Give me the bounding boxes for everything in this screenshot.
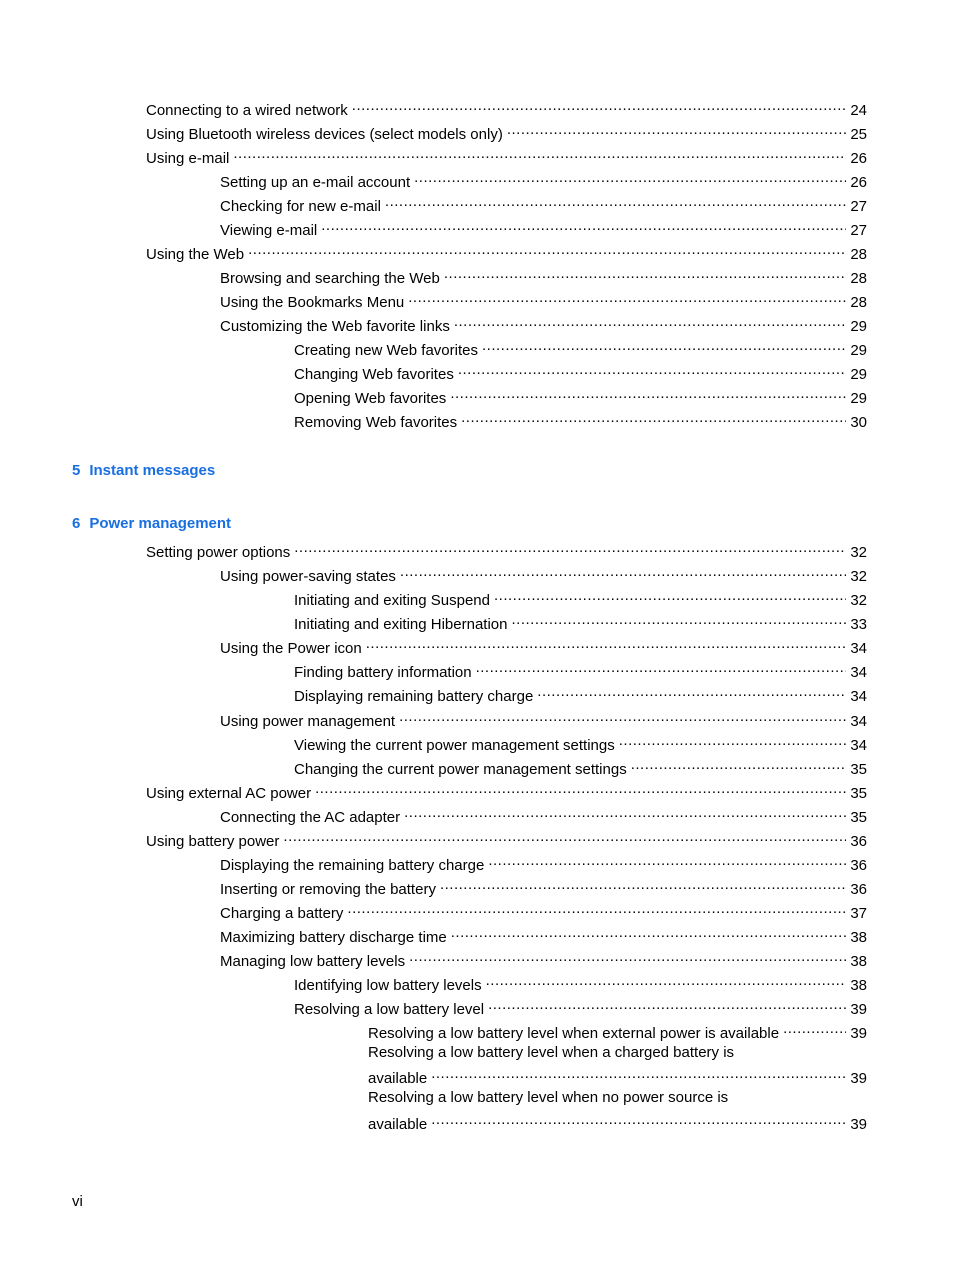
toc-page-number: 39 xyxy=(846,1025,867,1043)
toc-entry-charging-battery[interactable] xyxy=(220,900,867,922)
toc-leader xyxy=(458,361,846,379)
toc-page-number: 37 xyxy=(846,905,867,923)
toc-entry-label: Changing the current power management settings xyxy=(294,761,631,779)
toc-leader xyxy=(482,337,846,355)
toc-leader xyxy=(352,97,847,115)
toc-entry-battery-info[interactable] xyxy=(294,659,867,681)
toc-leader xyxy=(450,385,846,403)
toc-page-number: 32 xyxy=(846,592,867,610)
toc-page-number: 33 xyxy=(846,616,867,634)
toc-page-number: 32 xyxy=(846,544,867,562)
toc-leader xyxy=(537,683,846,701)
toc-entry-label: Changing Web favorites xyxy=(294,366,458,384)
toc-entry-resolve-low-battery[interactable] xyxy=(294,996,867,1018)
toc-page-number: 28 xyxy=(846,270,867,288)
toc-entry-power-icon[interactable] xyxy=(220,635,867,657)
toc-page-number: 27 xyxy=(846,198,867,216)
toc-leader xyxy=(488,996,846,1014)
toc-entry-create-favorites[interactable] xyxy=(294,337,867,359)
toc-page-number: 38 xyxy=(846,953,867,971)
chapter-heading-power-management[interactable] xyxy=(72,515,231,533)
toc-page-number: 39 xyxy=(846,1001,867,1019)
footer-page-number: vi xyxy=(72,1193,83,1210)
toc-leader xyxy=(440,876,846,894)
toc-entry-insert-remove-battery[interactable] xyxy=(220,876,867,898)
toc-entry-using-email[interactable] xyxy=(146,145,867,167)
toc-entry-remaining-charge[interactable] xyxy=(294,683,867,705)
toc-entry-label: Connecting to a wired network xyxy=(146,102,352,120)
toc-page-number: 34 xyxy=(846,713,867,731)
toc-page-number: 35 xyxy=(846,761,867,779)
toc-page-number: 34 xyxy=(846,664,867,682)
toc-entry-setup-email[interactable] xyxy=(220,169,867,191)
toc-entry-label: Removing Web favorites xyxy=(294,414,461,432)
toc-entry-resolve-charged-battery-line2[interactable] xyxy=(368,1065,867,1087)
toc-entry-label: Setting power options xyxy=(146,544,294,562)
toc-leader xyxy=(619,732,847,750)
toc-leader xyxy=(488,852,846,870)
toc-leader xyxy=(444,265,846,283)
toc-entry-label: Checking for new e-mail xyxy=(220,198,385,216)
toc-page-number: 39 xyxy=(846,1070,867,1088)
toc-page-number: 24 xyxy=(846,102,867,120)
toc-entry-label: Resolving a low battery level when external power is available xyxy=(368,1025,783,1043)
toc-leader xyxy=(476,659,847,677)
toc-entry-view-email[interactable] xyxy=(220,217,867,239)
toc-leader xyxy=(507,121,846,139)
toc-entry-browse-web[interactable] xyxy=(220,265,867,287)
toc-page-number: 39 xyxy=(846,1116,867,1134)
toc-entry-resolve-charged-battery-line1[interactable]: Resolving a low battery level when a charged battery is xyxy=(368,1044,735,1061)
toc-entry-label: Setting up an e-mail account xyxy=(220,174,414,192)
toc-entry-low-battery-levels[interactable] xyxy=(220,948,867,970)
toc-entry-label: Using battery power xyxy=(146,833,283,851)
toc-entry-using-web[interactable] xyxy=(146,241,867,263)
toc-leader xyxy=(385,193,846,211)
toc-page-number: 26 xyxy=(846,174,867,192)
toc-page-number: 32 xyxy=(846,568,867,586)
toc-page-number: 34 xyxy=(846,688,867,706)
toc-entry-label: Connecting the AC adapter xyxy=(220,809,404,827)
toc-leader xyxy=(283,828,846,846)
toc-leader xyxy=(451,924,847,942)
toc-leader xyxy=(494,587,846,605)
toc-page-number: 34 xyxy=(846,640,867,658)
toc-entry-label: Creating new Web favorites xyxy=(294,342,482,360)
toc-leader xyxy=(399,708,846,726)
toc-leader xyxy=(366,635,847,653)
toc-entry-external-ac-power[interactable] xyxy=(146,780,867,802)
toc-entry-ac-adapter[interactable] xyxy=(220,804,867,826)
toc-entry-maximize-discharge[interactable] xyxy=(220,924,867,946)
toc-entry-label: Resolving a low battery level xyxy=(294,1001,488,1019)
toc-entry-label: Using e-mail xyxy=(146,150,233,168)
toc-entry-label: Managing low battery levels xyxy=(220,953,409,971)
toc-page-number: 29 xyxy=(846,366,867,384)
toc-leader xyxy=(631,756,847,774)
toc-entry-display-remaining-charge[interactable] xyxy=(220,852,867,874)
toc-page-number: 30 xyxy=(846,414,867,432)
toc-page-number: 34 xyxy=(846,737,867,755)
toc-page-number: 28 xyxy=(846,294,867,312)
toc-entry-bookmarks[interactable] xyxy=(220,289,867,311)
toc-entry-label: available xyxy=(368,1116,431,1134)
toc-entry-label: Customizing the Web favorite links xyxy=(220,318,454,336)
toc-entry-label: Inserting or removing the battery xyxy=(220,881,440,899)
chapter-title: Instant messages xyxy=(89,462,216,479)
toc-entry-label: Using power-saving states xyxy=(220,568,400,586)
chapter-title: Power management xyxy=(89,515,232,532)
toc-entry-identify-low-battery[interactable] xyxy=(294,972,867,994)
toc-page-number: 36 xyxy=(846,857,867,875)
toc-entry-label: Using external AC power xyxy=(146,785,315,803)
toc-leader xyxy=(294,539,846,557)
toc-entry-label: Initiating and exiting Suspend xyxy=(294,592,494,610)
toc-page-number: 35 xyxy=(846,785,867,803)
toc-entry-label: Viewing e-mail xyxy=(220,222,321,240)
toc-leader xyxy=(431,1065,846,1083)
toc-leader xyxy=(511,611,846,629)
toc-entry-label: Finding battery information xyxy=(294,664,476,682)
toc-entry-label: Using the Web xyxy=(146,246,248,264)
toc-entry-resolve-no-power-line2[interactable] xyxy=(368,1111,867,1133)
toc-entry-open-favorites[interactable] xyxy=(294,385,867,407)
toc-entry-resolve-external-power[interactable] xyxy=(368,1020,867,1042)
toc-entry-setting-power-options[interactable] xyxy=(146,539,867,561)
toc-page-number: 26 xyxy=(846,150,867,168)
toc-leader xyxy=(408,289,846,307)
toc-leader xyxy=(404,804,846,822)
toc-leader xyxy=(400,563,846,581)
toc-entry-label: Initiating and exiting Hibernation xyxy=(294,616,511,634)
toc-entry-label: Opening Web favorites xyxy=(294,390,450,408)
toc-page-number: 38 xyxy=(846,929,867,947)
toc-page-number: 25 xyxy=(846,126,867,144)
toc-page-number: 36 xyxy=(846,881,867,899)
toc-entry-label: Displaying remaining battery charge xyxy=(294,688,537,706)
toc-entry-customize-favorites[interactable] xyxy=(220,313,867,335)
toc-entry-view-pm-settings[interactable] xyxy=(294,732,867,754)
toc-leader xyxy=(248,241,846,259)
toc-entry-label: Using the Bookmarks Menu xyxy=(220,294,408,312)
toc-leader xyxy=(321,217,846,235)
toc-page-number: 29 xyxy=(846,342,867,360)
toc-entry-label: Browsing and searching the Web xyxy=(220,270,444,288)
toc-entry-label: Viewing the current power management settings xyxy=(294,737,619,755)
toc-leader xyxy=(431,1111,846,1129)
toc-entry-change-favorites[interactable] xyxy=(294,361,867,383)
toc-page-number: 29 xyxy=(846,318,867,336)
toc-page-number: 35 xyxy=(846,809,867,827)
toc-page-number: 38 xyxy=(846,977,867,995)
toc-entry-remove-favorites[interactable] xyxy=(294,409,867,431)
toc-entry-label: Using Bluetooth wireless devices (select models only) xyxy=(146,126,507,144)
toc-leader xyxy=(233,145,846,163)
chapter-heading-instant-messages[interactable] xyxy=(72,462,215,480)
toc-leader xyxy=(454,313,846,331)
chapter-number: 6 xyxy=(72,515,81,532)
toc-leader xyxy=(315,780,846,798)
toc-page-number: 27 xyxy=(846,222,867,240)
toc-page-number: 36 xyxy=(846,833,867,851)
toc-leader xyxy=(486,972,847,990)
toc-entry-check-email[interactable] xyxy=(220,193,867,215)
toc-entry-resolve-no-power-line1[interactable]: Resolving a low battery level when no power source is xyxy=(368,1089,729,1106)
toc-page-number: 29 xyxy=(846,390,867,408)
toc-entry-label: Displaying the remaining battery charge xyxy=(220,857,488,875)
toc-entry-hibernation[interactable] xyxy=(294,611,867,633)
toc-entry-label: Identifying low battery levels xyxy=(294,977,486,995)
toc-entry-label: Using the Power icon xyxy=(220,640,366,658)
toc-entry-label: Using power management xyxy=(220,713,399,731)
toc-entry-wired-network[interactable] xyxy=(146,97,867,119)
toc-page-number: 28 xyxy=(846,246,867,264)
toc-entry-using-power-management[interactable] xyxy=(220,708,867,730)
toc-entry-label: Charging a battery xyxy=(220,905,347,923)
chapter-number: 5 xyxy=(72,462,81,479)
toc-leader xyxy=(347,900,846,918)
toc-entry-label: Maximizing battery discharge time xyxy=(220,929,451,947)
toc-leader xyxy=(409,948,846,966)
toc-entry-change-pm-settings[interactable] xyxy=(294,756,867,778)
toc-entry-battery-power[interactable] xyxy=(146,828,867,850)
toc-entry-label: available xyxy=(368,1070,431,1088)
toc-entry-power-saving-states[interactable] xyxy=(220,563,867,585)
toc-leader xyxy=(414,169,846,187)
toc-leader xyxy=(461,409,846,427)
toc-leader xyxy=(783,1020,846,1038)
toc-entry-bluetooth[interactable] xyxy=(146,121,867,143)
toc-entry-suspend[interactable] xyxy=(294,587,867,609)
